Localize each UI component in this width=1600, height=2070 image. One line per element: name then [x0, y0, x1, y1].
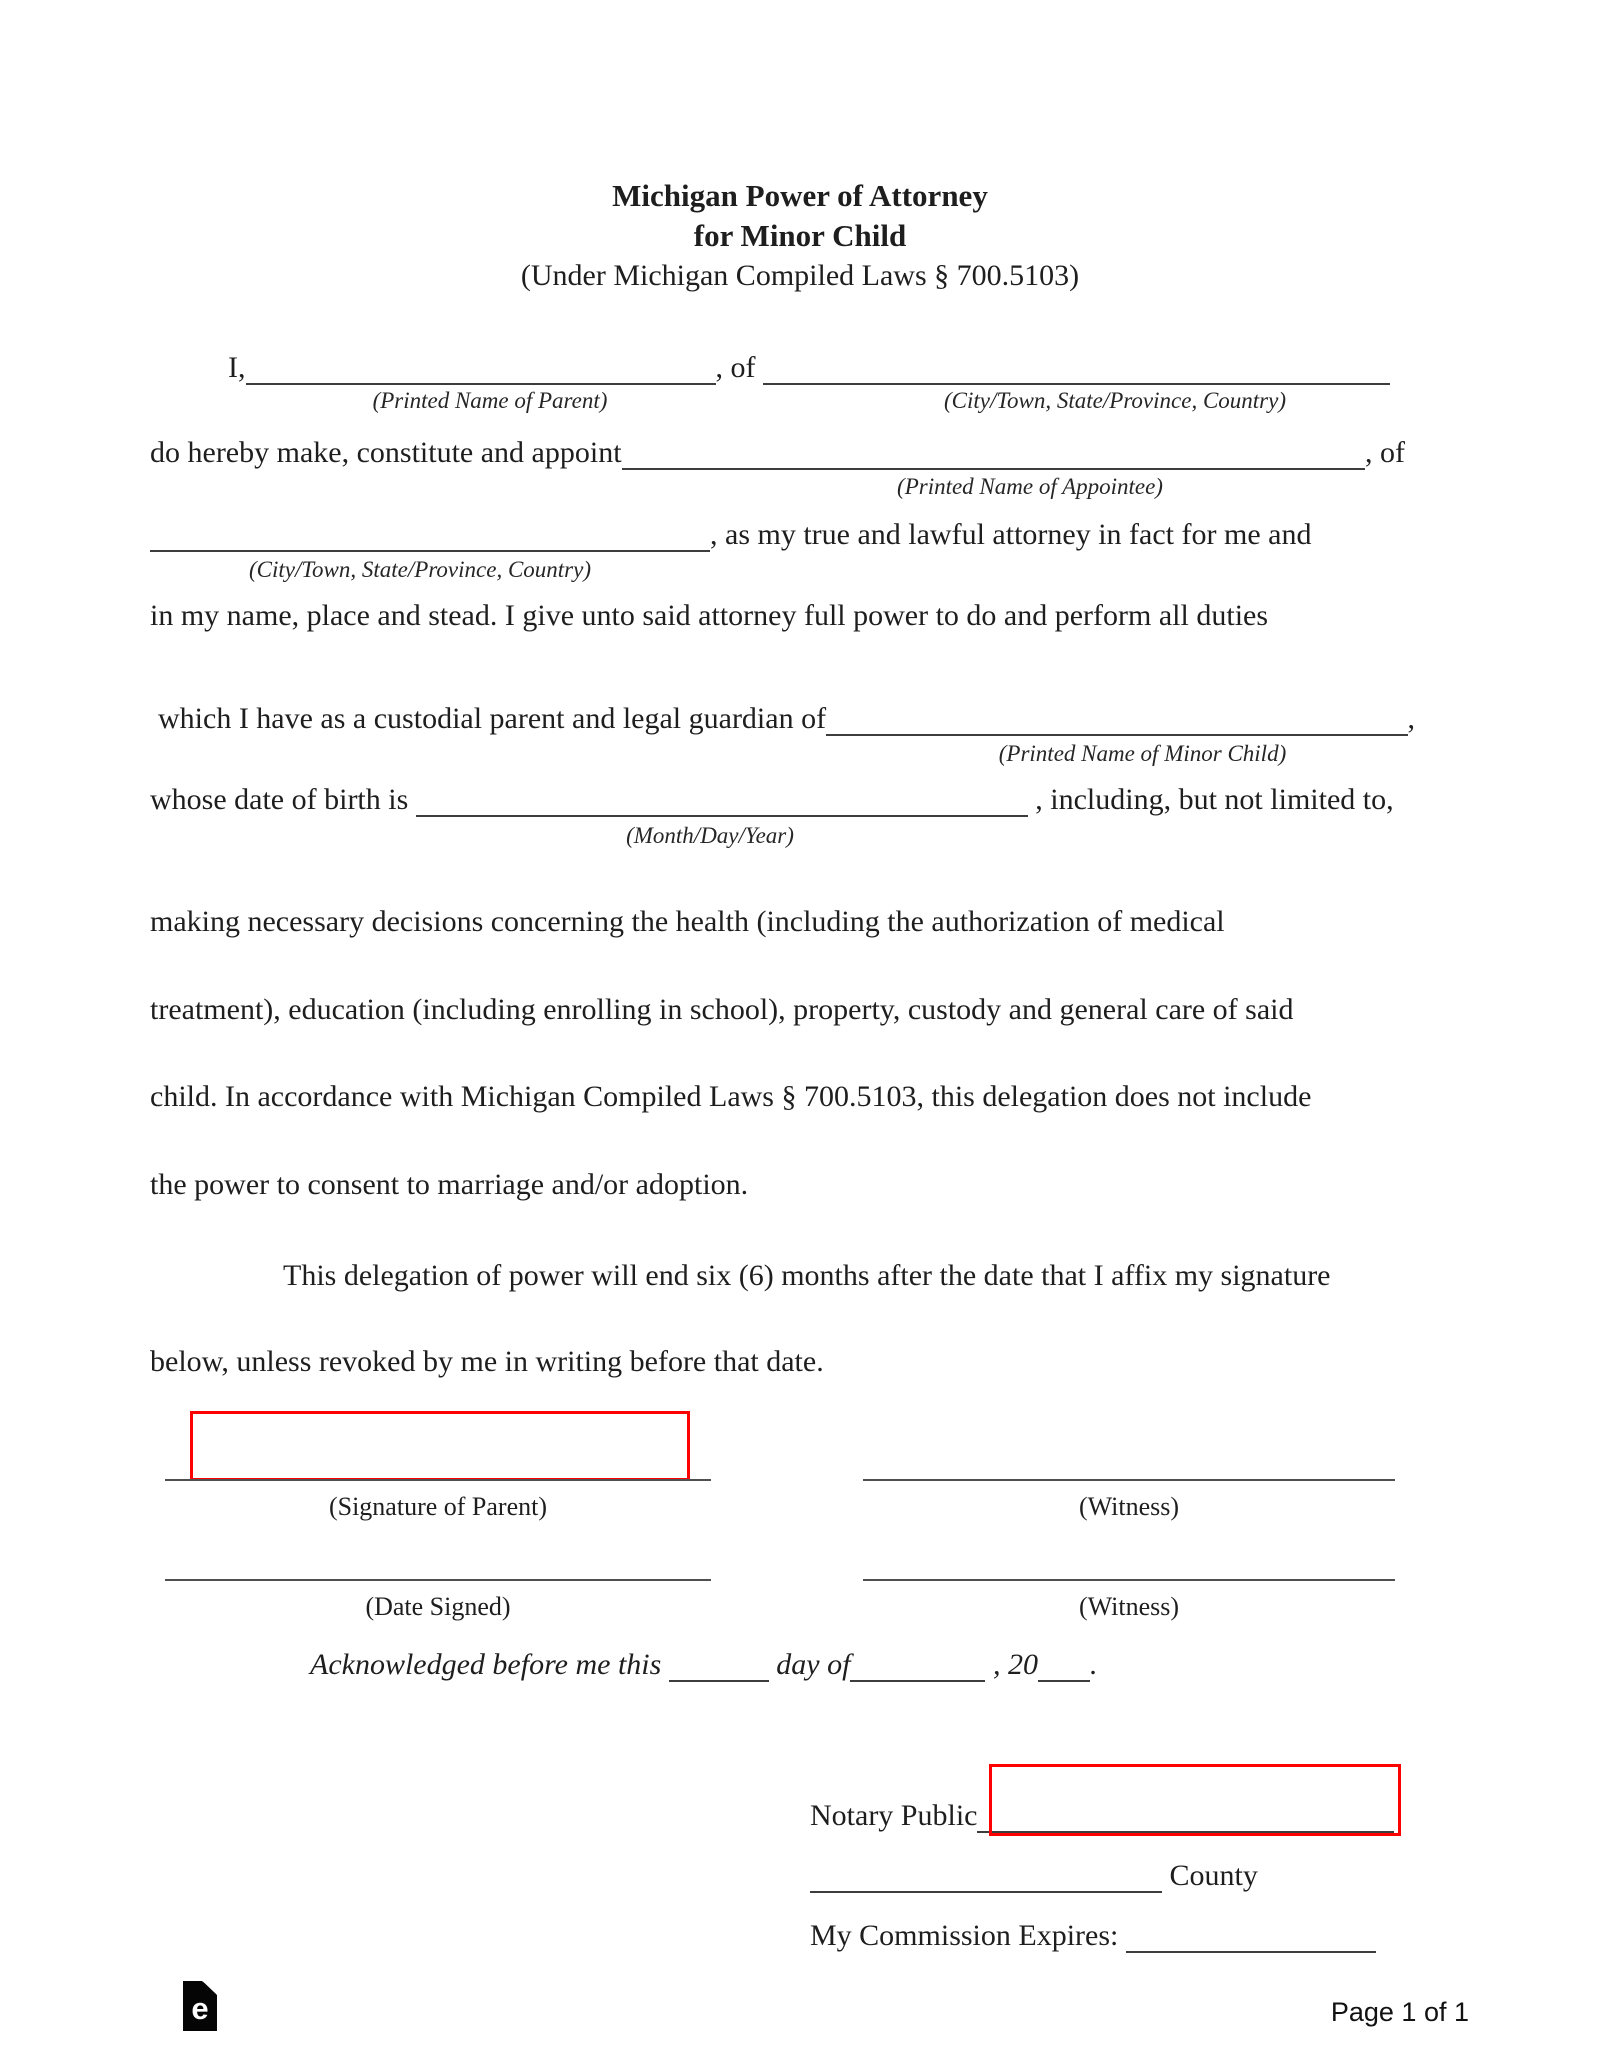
- commission-text: My Commission Expires:: [810, 1919, 1126, 1952]
- row-notary-county: [810, 1855, 1258, 1893]
- para-line-3: child. In accordance with Michigan Compiled Laws § 700.5103, this delegation does not include: [150, 1080, 1312, 1113]
- witness2-label: (Witness): [1078, 1592, 1180, 1621]
- ack-text-2: day of: [768, 1648, 851, 1681]
- delegation-line-2: below, unless revoked by me in writing before that date.: [150, 1345, 824, 1378]
- row-appointee: [150, 432, 1405, 470]
- parent-name-blank[interactable]: [246, 347, 716, 385]
- parent-name-label: (Printed Name of Parent): [372, 388, 608, 413]
- witness2-signature-line[interactable]: [863, 1579, 1395, 1581]
- guardian-text: which I have as a custodial parent and legal guardian of: [158, 702, 827, 735]
- para-line-1: making necessary decisions concerning the health (including the authorization of medical: [150, 905, 1225, 938]
- minor-name-label: (Printed Name of Minor Child): [998, 741, 1287, 766]
- comma-text: ,: [1407, 702, 1415, 735]
- row-commission-expires: [810, 1915, 1376, 1953]
- row-date-of-birth: [150, 779, 1394, 817]
- title-statute-line: (Under Michigan Compiled Laws § 700.5103): [520, 259, 1080, 292]
- appointee-city-blank[interactable]: [150, 514, 710, 552]
- para-line-4: the power to consent to marriage and/or adoption.: [150, 1168, 749, 1201]
- appointee-name-label: (Printed Name of Appointee): [897, 474, 1163, 499]
- row-parent-name: [228, 347, 1390, 385]
- title-line-2: for Minor Child: [693, 218, 907, 253]
- parent-signature-label: (Signature of Parent): [328, 1492, 548, 1521]
- row-minor-child: [158, 698, 1415, 736]
- of-text-1: , of: [715, 351, 763, 384]
- date-signed-label: (Date Signed): [365, 1592, 511, 1621]
- parent-city-blank[interactable]: [763, 347, 1390, 385]
- attorney-text: , as my true and lawful attorney in fact for me and: [710, 518, 1312, 551]
- title-line-1: Michigan Power of Attorney: [612, 178, 988, 213]
- row-acknowledgment: [310, 1644, 1097, 1682]
- i-comma-text: I,: [228, 351, 246, 384]
- dob-blank[interactable]: [416, 779, 1028, 817]
- ack-text-1: Acknowledged before me this: [310, 1648, 669, 1681]
- ack-text-4: .: [1089, 1648, 1098, 1681]
- line-in-my-name: in my name, place and stead. I give unto said attorney full power to do and perform all duties: [150, 599, 1269, 632]
- document-title: [0, 176, 1600, 296]
- appointee-name-blank[interactable]: [622, 432, 1365, 470]
- appoint-text: do hereby make, constitute and appoint: [150, 436, 622, 469]
- minor-name-blank[interactable]: [826, 698, 1407, 736]
- ack-month-blank[interactable]: [850, 1644, 985, 1682]
- ack-day-blank[interactable]: [669, 1644, 769, 1682]
- witness1-label: (Witness): [1078, 1492, 1180, 1521]
- notary-public-text: Notary Public: [810, 1799, 978, 1832]
- dob-text: whose date of birth is: [150, 783, 416, 816]
- county-text: County: [1162, 1859, 1258, 1892]
- eforms-logo: [183, 1981, 217, 2031]
- appointee-city-label: (City/Town, State/Province, Country): [249, 557, 591, 582]
- date-signed-line[interactable]: [165, 1579, 711, 1581]
- parent-signature-line[interactable]: [165, 1479, 711, 1481]
- logo-letter: e: [191, 1991, 209, 2026]
- ack-text-3: , 20: [985, 1648, 1038, 1681]
- para-line-2: treatment), education (including enrolling in school), property, custody and general care of said: [150, 993, 1294, 1026]
- notary-signature-field[interactable]: [989, 1764, 1401, 1836]
- commission-date-blank[interactable]: [1126, 1915, 1376, 1953]
- dob-label: (Month/Day/Year): [626, 823, 794, 848]
- delegation-line-1: This delegation of power will end six (6) months after the date that I affix my signature: [283, 1259, 1331, 1292]
- ack-year-blank[interactable]: [1038, 1644, 1090, 1682]
- county-blank[interactable]: [810, 1855, 1162, 1893]
- page-number: Page 1 of 1: [1330, 1997, 1469, 2027]
- including-text: , including, but not limited to,: [1027, 783, 1394, 816]
- row-attorney: [150, 514, 1311, 552]
- witness1-signature-line[interactable]: [863, 1479, 1395, 1481]
- parent-signature-field[interactable]: [190, 1411, 690, 1481]
- parent-city-label: (City/Town, State/Province, Country): [944, 388, 1286, 413]
- of-text-2: , of: [1365, 436, 1405, 469]
